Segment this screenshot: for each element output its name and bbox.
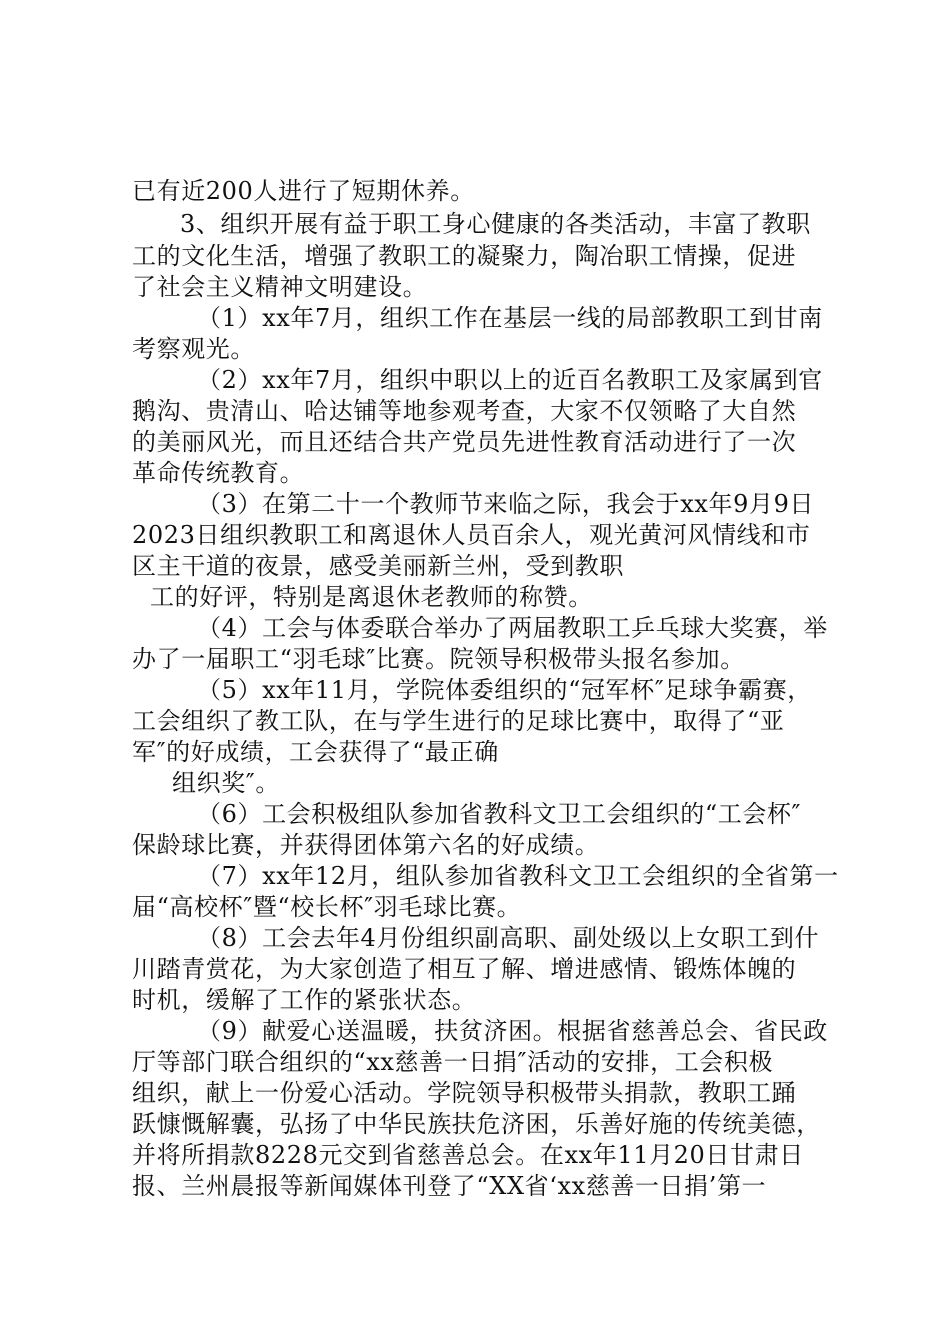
text-line: 办了一届职工“羽毛球″比赛。院领导积极带头报名参加。 <box>132 645 745 673</box>
text-line: 2023日组织教职工和离退休人员百余人，观光黄河风情线和市 <box>132 521 811 549</box>
text-line: 并将所捐款8228元交到省慈善总会。在xx年11月20日甘肃日 <box>132 1141 804 1169</box>
text-line: （3）在第二十一个教师节来临之际，我会于xx年9月9日 <box>197 490 815 518</box>
text-line: 了社会主义精神文明建设。 <box>132 273 428 301</box>
text-line: （6）工会积极组队参加省教科文卫工会组织的“工会杯″ <box>197 800 802 828</box>
text-line: （1）xx年7月，组织工作在基层一线的局部教职工到甘南 <box>197 304 823 332</box>
text-line: （9）献爱心送温暖，扶贫济困。根据省慈善总会、省民政 <box>197 1017 828 1045</box>
text-line: 军″的好成绩，工会获得了“最正确 <box>132 738 499 766</box>
text-line: 报、兰州晨报等新闻媒体刊登了“XX省‘xx慈善一日捐’第一 <box>132 1172 767 1200</box>
text-line: 3、组织开展有益于职工身心健康的各类活动，丰富了教职 <box>180 210 811 238</box>
text-line: （5）xx年11月，学院体委组织的“冠军杯″足球争霸赛， <box>197 676 812 704</box>
text-line: 保龄球比赛，并获得团体第六名的好成绩。 <box>132 831 600 859</box>
text-line: 跃慷慨解囊，弘扬了中华民族扶危济困，乐善好施的传统美德， <box>132 1110 821 1138</box>
text-line: 革命传统教育。 <box>132 459 305 487</box>
text-line: 厅等部门联合组织的“xx慈善一日捐″活动的安排，工会积极 <box>132 1048 774 1076</box>
text-line: 时机，缓解了工作的紧张状态。 <box>132 986 477 1014</box>
text-line: （7）xx年12月，组队参加省教科文卫工会组织的全省第一 <box>197 862 839 890</box>
text-line: （4）工会与体委联合举办了两届教职工乒乓球大奖赛，举 <box>197 614 828 642</box>
text-line: 工的文化生活，增强了教职工的凝聚力，陶冶职工情操，促进 <box>132 242 797 270</box>
text-line: 鹅沟、贵清山、哈达铺等地参观考查，大家不仅领略了大自然 <box>132 397 797 425</box>
text-line: 考察观光。 <box>132 335 255 363</box>
text-line: （2）xx年7月，组织中职以上的近百名教职工及家属到官 <box>197 366 823 394</box>
text-line: 届“高校杯″暨“校长杯″羽毛球比赛。 <box>132 893 522 921</box>
text-line: 川踏青赏花，为大家创造了相互了解、增进感情、锻炼体魄的 <box>132 955 797 983</box>
text-line: 组织奖″。 <box>172 769 280 797</box>
text-line: 区主干道的夜景，感受美丽新兰州，受到教职 <box>132 552 624 580</box>
text-line: 已有近200人进行了短期休养。 <box>132 177 475 205</box>
text-line: 工的好评，特别是离退休老教师的称赞。 <box>150 583 593 611</box>
text-line: 工会组织了教工队，在与学生进行的足球比赛中，取得了“亚 <box>132 707 785 735</box>
text-line: （8）工会去年4月份组织副高职、副处级以上女职工到什 <box>197 924 820 952</box>
text-line: 组织，献上一份爱心活动。学院领导积极带头捐款，教职工踊 <box>132 1079 797 1107</box>
text-line: 的美丽风光，而且还结合共产党员先进性教育活动进行了一次 <box>132 428 797 456</box>
